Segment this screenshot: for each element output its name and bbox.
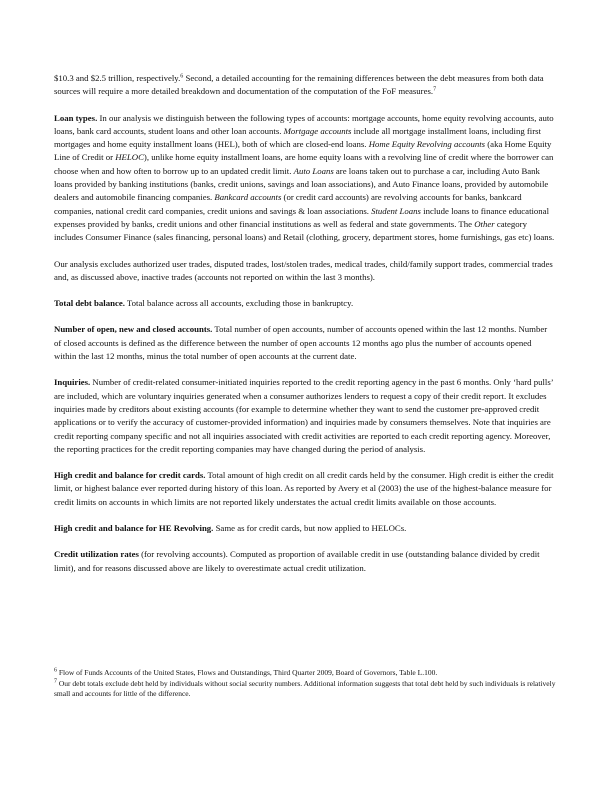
footnote-text: Flow of Funds Accounts of the United States, Flows and Outstandings, Third Quarter 2009, Board of Governors, Table L.100. xyxy=(57,668,438,677)
high-credit-he-text: Same as for credit cards, but now applied to HELOCs. xyxy=(213,523,407,534)
high-credit-cards-paragraph xyxy=(54,469,556,509)
term-student-loans: Student Loans xyxy=(371,205,421,216)
total-debt-text: Total balance across all accounts, excluding those in bankruptcy. xyxy=(124,298,354,309)
inquiries-text: Number of credit-related consumer-initiated inquiries reported to the credit reporting agency in the past 6 months. Only ‘hard pulls’ are included, which are voluntary inquiries generated when a consumer authorizes lenders to request a copy of their credit report. It excludes inquiries made by creditors about existing accounts (for example to determine whether they want to send the customer pre-approved credit applications or to verify the accuracy of customer-provided information) and inquiries made by consumers themselves. Note that inquiries are credit reporting company specific and not all inquiries associated with credit activities are reported to each credit reporting agency. Moreover, the reporting practices for the credit reporting companies may have changed during the period of analysis. xyxy=(54,377,554,454)
term-other: Other xyxy=(474,218,495,229)
term-heloc: HELOC xyxy=(115,152,144,163)
exclusions-paragraph: Our analysis excludes authorized user trades, disputed trades, lost/stolen trades, medical trades, child/family support trades, commercial trades and, as discussed above, inactive trades (accounts not reported on within the last 3 months). xyxy=(54,258,553,282)
total-debt-paragraph xyxy=(54,297,556,310)
footnote-text: Our debt totals exclude debt held by individuals without social security numbers. Additional information suggests that total debt held by such individuals is relatively small and accounts for little of the difference. xyxy=(54,678,556,698)
intro-text: $10.3 and $2.5 trillion, respectively. xyxy=(54,73,181,83)
loan-types-text: ), unlike home equity installment loans, are home equity loans with a revolving line of credit where the borrower can choose when and how often to borrow up to an updated credit limit. xyxy=(54,152,554,176)
term-home-equity-revolving: Home Equity Revolving accounts xyxy=(368,139,486,150)
utilization-paragraph xyxy=(54,548,556,575)
intro-paragraph xyxy=(54,72,556,99)
loan-types-text: (or credit card accounts) are revolving accounts for banks, bankcard companies, national credit card companies, credit unions and savings & loan associations. xyxy=(54,192,522,216)
footnote-6 xyxy=(54,668,556,679)
loan-types-text: include all mortgage installment loans, including first mortgages and home equity installment loans (HEL), both of which are closed-end loans. xyxy=(54,125,541,150)
footnote-mark: 7 xyxy=(54,678,57,684)
footnote-mark: 6 xyxy=(54,667,57,674)
high-credit-cards-text: Total amount of high credit on all credit cards held by the consumer. High credit is either the credit limit, or highest balance ever reported during history of this loan. As reported by Avery et al (2003) the use of the highest-balance measure for credit limits on accounts in which limits are not reported likely understates the actual credit limits available on those accounts. xyxy=(54,470,554,507)
high-credit-he-heading: High credit and balance for HE Revolving. xyxy=(54,523,214,534)
accounts-paragraph xyxy=(54,323,556,363)
loan-types-text: category includes Consumer Finance (sales financing, personal loans) and Retail (clothing, grocery, department stores, home furnishings, gas etc) loans. xyxy=(54,218,555,243)
inquiries-heading: Inquiries. xyxy=(54,377,91,388)
inquiries-paragraph xyxy=(54,376,556,456)
high-credit-cards-heading: High credit and balance for credit cards. xyxy=(54,470,206,481)
loan-types-heading: Loan types. xyxy=(54,112,98,123)
total-debt-heading: Total debt balance. xyxy=(54,298,125,309)
accounts-heading: Number of open, new and closed accounts. xyxy=(54,324,213,335)
loan-types-text: In our analysis we distinguish between the following types of accounts: mortgage accounts, home equity revolving accounts, auto loans, bank card accounts, student loans and other loan accounts. xyxy=(54,112,554,136)
intro-text-cont: Second, a detailed accounting for the remaining differences between the debt measures from both data sources will require a more detailed breakdown and documentation of the computation of the FoF measures. xyxy=(54,73,544,97)
utilization-heading: Credit utilization rates xyxy=(54,549,139,560)
footnote-ref-6: 6 xyxy=(180,73,184,80)
footnote-ref-7: 7 xyxy=(433,86,437,93)
loan-types-paragraph xyxy=(54,112,556,245)
loan-types-text: are loans taken out to purchase a car, including Auto Bank loans provided by banking institutions (banks, credit unions, savings and loan associations), and Auto Finance loans, provided by automobile dealers and automobile financing companies. xyxy=(54,165,549,203)
term-auto-loans: Auto Loans xyxy=(293,165,334,176)
footnotes xyxy=(54,668,556,700)
high-credit-he-paragraph xyxy=(54,522,556,535)
term-mortgage: Mortgage accounts xyxy=(283,125,352,136)
document-body xyxy=(54,72,556,588)
term-bankcard: Bankcard accounts xyxy=(214,192,282,203)
loan-types-text: (aka Home Equity Line of Credit or xyxy=(54,139,552,163)
accounts-text: Total number of open accounts, number of accounts opened within the last 12 months. Number of closed accounts is defined as the difference between the number of open accounts 12 months ago plus the number of accounts opened within the last 12 months, minus the total number of open accounts at the current date. xyxy=(54,324,548,362)
footnote-7 xyxy=(54,679,556,700)
utilization-text: (for revolving accounts). Computed as proportion of available credit in use (outstanding balance divided by credit limit), and for reasons discussed above are likely to overestimate actual credit utilization. xyxy=(54,549,540,573)
loan-types-text: include loans to finance educational expenses provided by banks, credit unions and other financial institutions as well as federal and state governments. The xyxy=(54,205,549,229)
